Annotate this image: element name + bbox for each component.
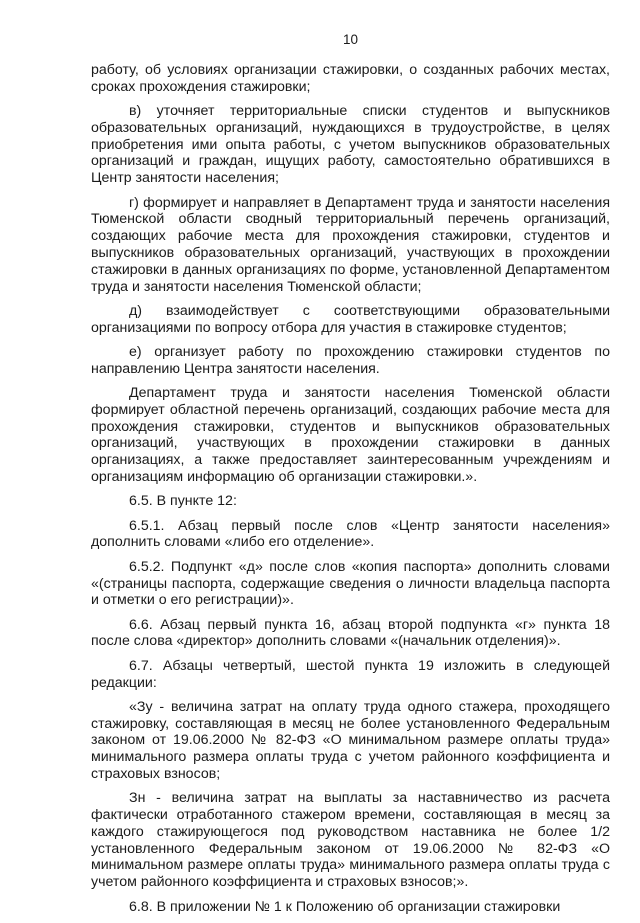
page-number: 10 [342,32,359,47]
paragraph: д) взаимодействует с соответствующими образовательными организациями по вопросу отбора для участия в стажировке студентов; [91,302,610,336]
paragraph: 6.8. В приложении № 1 к Положению об организации стажировки [129,898,561,915]
paragraph: работу, об условиях организации стажировки, о созданных рабочих местах, сроках прохождения стажировки; [91,62,610,95]
paragraph: 6.5.1. Абзац первый после слов «Центр занятости населения» дополнить словами «либо его отделение». [91,517,610,551]
paragraph: 6.6. Абзац первый пункта 16, абзац второй подпункта «г» пункта 18 после слова «директор» дополнить словами «(начальник отделения)». [91,616,610,650]
paragraph: 6.5.2. Подпункт «д» после слов «копия паспорта» дополнить словами «(страницы паспорта, содержащие сведения о личности владельца паспорта и отметки о его регистрации)». [91,558,610,609]
paragraph: е) организует работу по прохождению стажировки студентов по направлению Центра занятости населения. [91,343,610,377]
paragraph: Департамент труда и занятости населения Тюменской области формирует областной перечень организаций, создающих рабочие места для прохождения стажировки, студентов и выпускников образовательных организаций, участвующих в прохождении стажировки в данных организациях, а также предоставляет заинтересованным учреждениям и организациям информацию об организации стажировки.». [91,385,610,486]
paragraph: г) формирует и направляет в Департамент труда и занятости населения Тюменской области сводный территориальный перечень организаций, создающих рабочие места для прохождения стажировки, студентов и выпускников образовательных организаций, участвующих в прохождении стажировки в данных организациях по форме, установленной Департаментом труда и занятости населения Тюменской области; [91,194,610,295]
document-body [91,62,610,923]
paragraph: «Зу - величина затрат на оплату труда одного стажера, проходящего стажировку, составляющая в месяц не более установленного Федеральным законом от 19.06.2000 № 82-ФЗ «О минимальном размере оплаты труда» минимального размера оплаты труда с учетом районного коэффициента и страховых взносов; [91,698,610,782]
paragraph: 6.7. Абзацы четвертый, шестой пункта 19 изложить в следующей редакции: [91,657,610,691]
paragraph: Зн - величина затрат на выплаты за наставничество из расчета фактически отработанного стажером времени, составляющая в месяц за каждого стажирующегося под руководством наставника не более 1/2 установленного Федеральным законом от 19.06.2000 № 82-ФЗ «О минимальном размере оплаты труда» минимального размера оплаты труда с учетом районного коэффициента и страховых взносов;». [91,790,610,891]
paragraph: 6.5. В пункте 12: [129,493,237,510]
paragraph: в) уточняет территориальные списки студентов и выпускников образовательных организаций, нуждающихся в трудоустройстве, в целях приобретения ими опыта работы, с учетом выпускников образовательных организаций и граждан, ищущих работу, самостоятельно обратившихся в Центр занятости населения; [91,103,610,187]
